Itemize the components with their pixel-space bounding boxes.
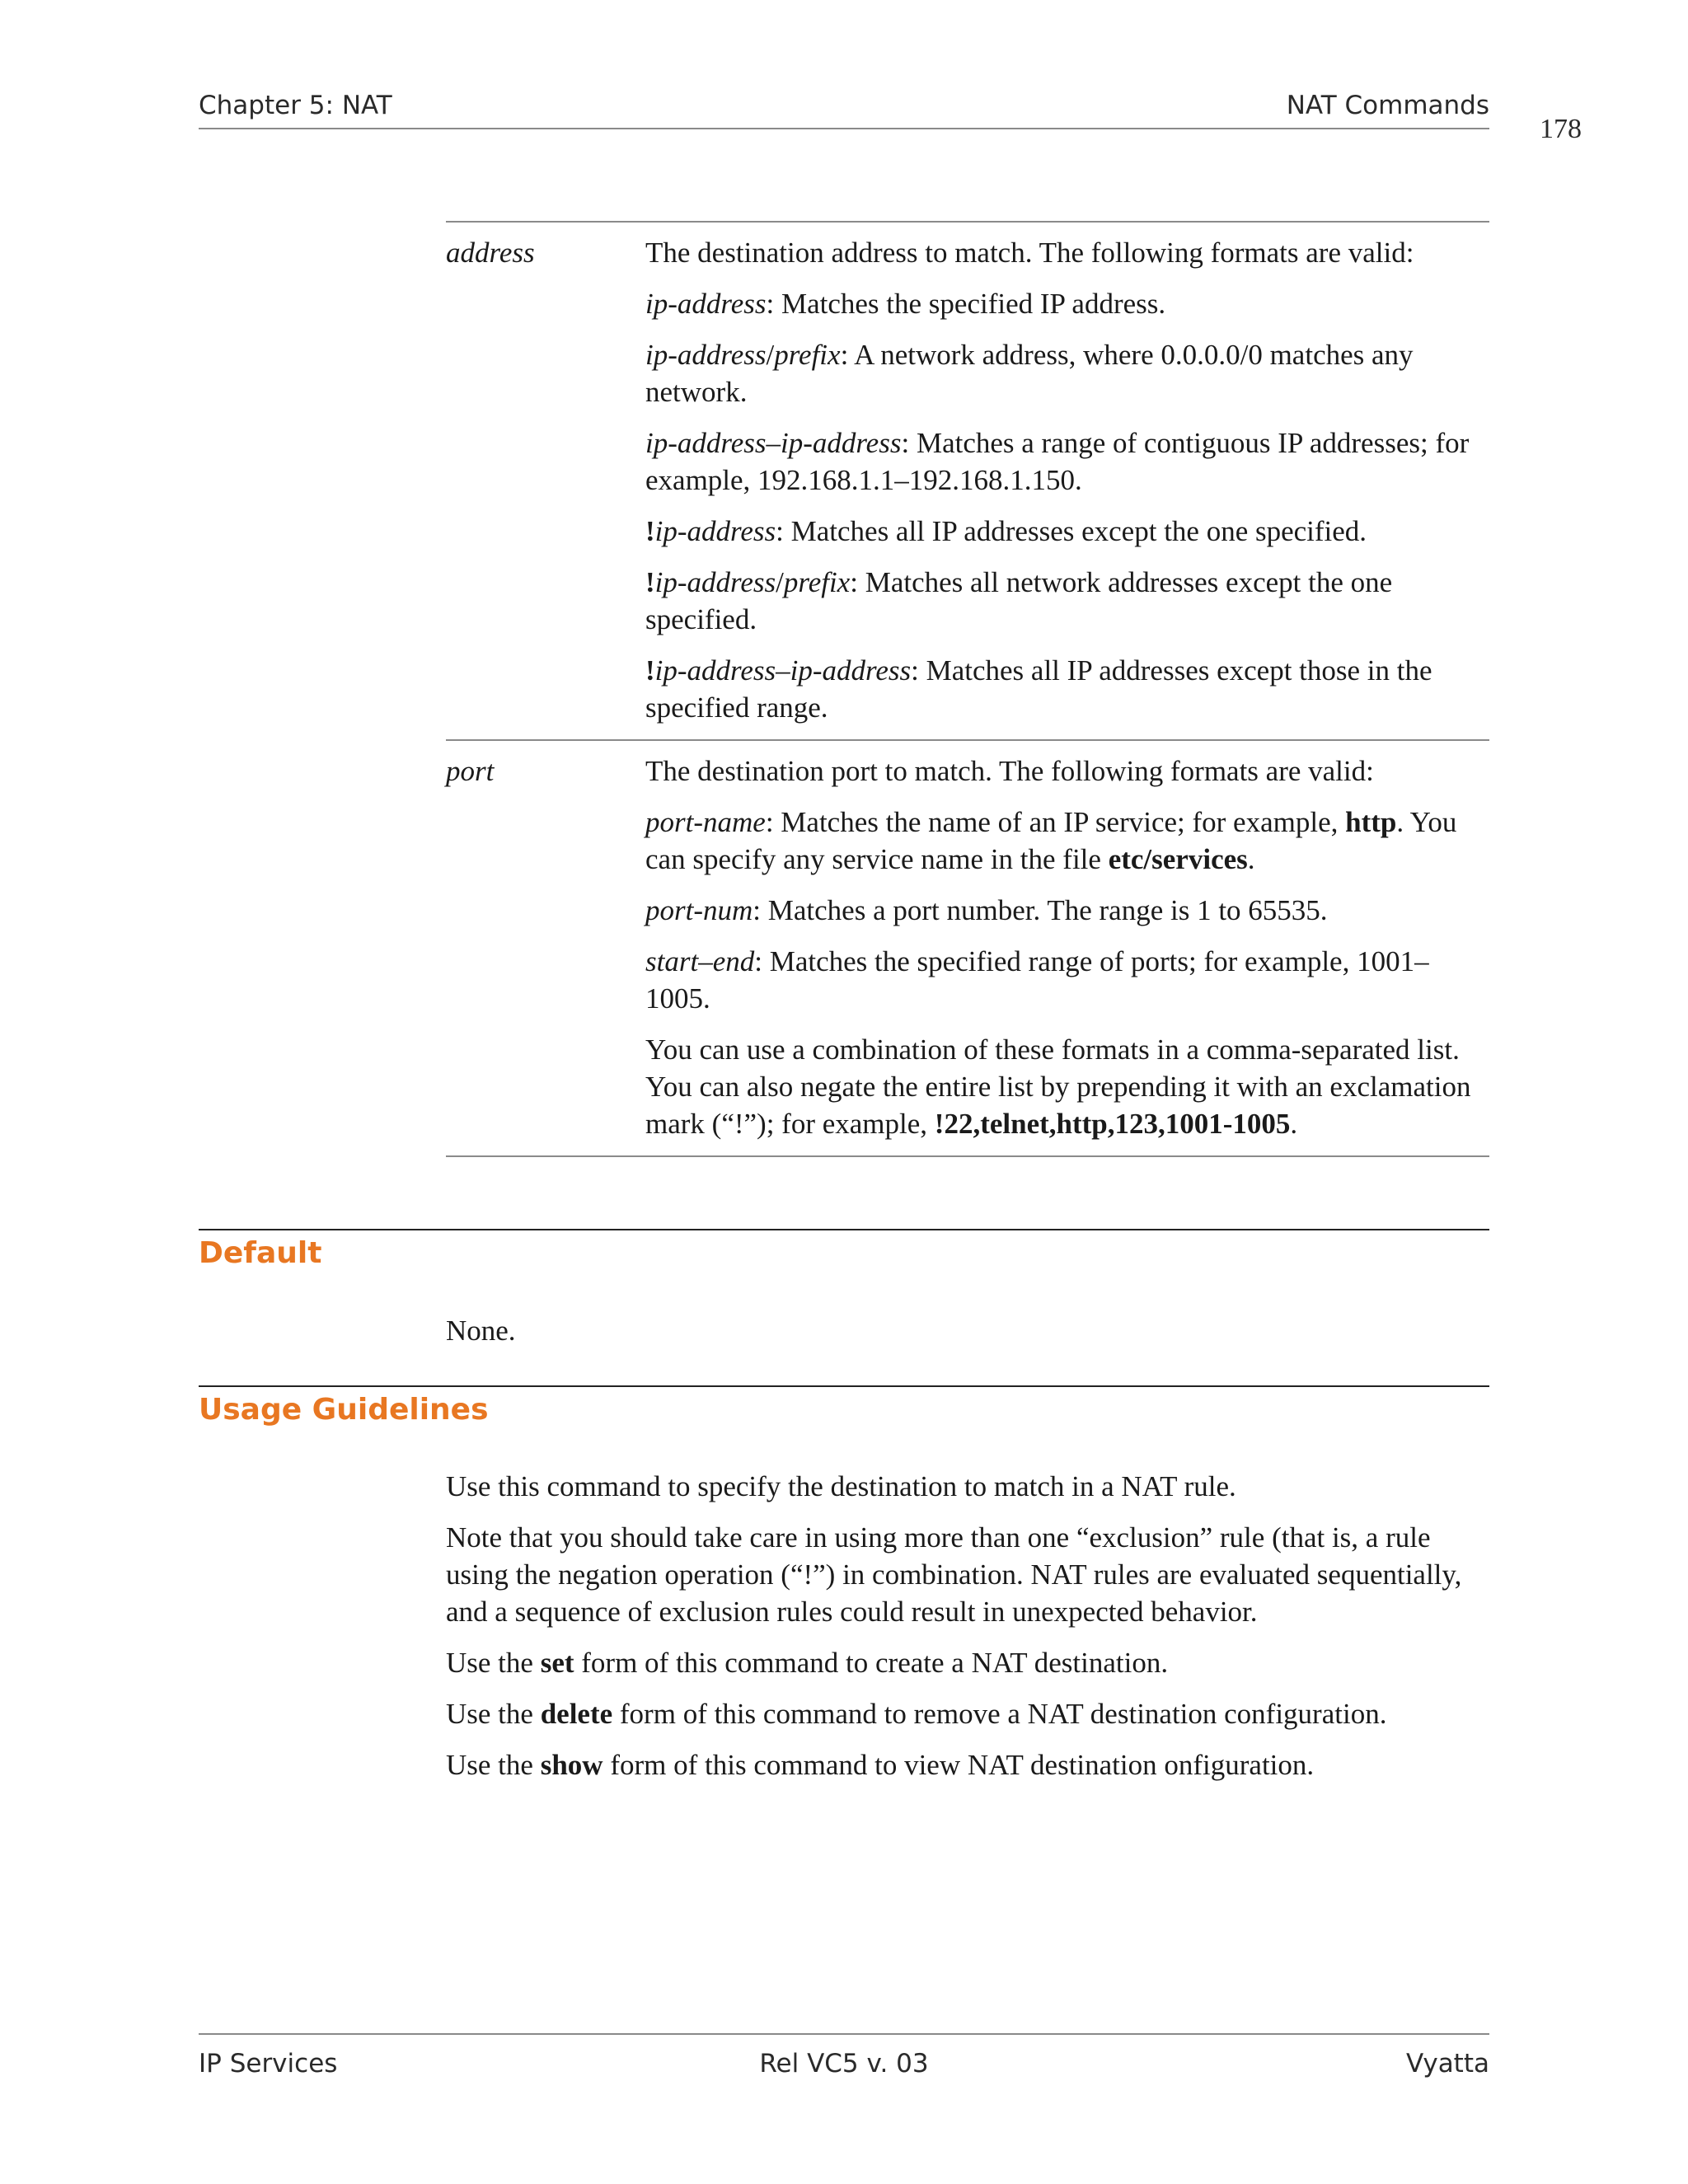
usage-paragraph: Use this command to specify the destination to match in a NAT rule. <box>446 1470 1236 1502</box>
footer-right: Vyatta <box>1405 2049 1489 2079</box>
format-item: port-num: Matches a port number. The range is 1 to 65535. <box>645 894 1328 926</box>
format-item: !ip-address: Matches all IP addresses except the one specified. <box>645 515 1367 547</box>
header-section: NAT Commands <box>1286 91 1489 120</box>
usage-paragraph: Note that you should take care in using more than one “exclusion” rule (that is, a rule using the negation operation (“!”) in combination. NAT rules are evaluated sequentially, and a sequence of exclusion rules could result in unexpected behavior. <box>446 1521 1462 1628</box>
param-intro: The destination port to match. The following formats are valid: <box>645 755 1374 787</box>
format-item: ip-address–ip-address: Matches a range of contiguous IP addresses; for example, 192.168.1.1–192.168.1.150. <box>645 427 1470 496</box>
format-item: start–end: Matches the specified range of ports; for example, 1001–1005. <box>645 945 1429 1015</box>
section-title-usage: Usage Guidelines <box>199 1393 489 1427</box>
usage-paragraph: Use the set form of this command to create a NAT destination. <box>446 1647 1169 1679</box>
param-description <box>645 234 1489 726</box>
combination-note: You can use a combination of these formats in a comma-separated list. You can also negate the entire list by prepending it with an exclamation mark (“!”); for example, !22,telnet,http,123,1001-1005. <box>645 1033 1471 1140</box>
format-item: !ip-address/prefix: Matches all network addresses except the one specified. <box>645 566 1393 635</box>
usage-paragraph: Use the show form of this command to view NAT destination onfiguration. <box>446 1749 1315 1781</box>
section-divider <box>199 1229 1489 1230</box>
param-name: port <box>446 755 495 787</box>
param-description <box>645 752 1489 1142</box>
section-divider <box>199 1385 1489 1387</box>
usage-paragraph: Use the delete form of this command to remove a NAT destination configuration. <box>446 1698 1387 1730</box>
footer-center: Rel VC5 v. 03 <box>759 2049 929 2079</box>
page-number: 178 <box>1540 114 1582 144</box>
param-row-port <box>446 739 1489 1157</box>
header-chapter: Chapter 5: NAT <box>199 91 392 120</box>
format-item: ip-address: Matches the specified IP address. <box>645 288 1166 320</box>
default-body <box>446 1312 1489 1363</box>
section-title-default: Default <box>199 1236 322 1270</box>
footer-left: IP Services <box>199 2049 338 2079</box>
header-divider <box>199 128 1489 129</box>
default-text: None. <box>446 1315 516 1347</box>
param-row-address <box>446 221 1489 739</box>
param-name: address <box>446 237 535 269</box>
format-item: !ip-address–ip-address: Matches all IP addresses except those in the specified range. <box>645 654 1432 724</box>
param-intro: The destination address to match. The following formats are valid: <box>645 237 1414 269</box>
usage-body <box>446 1468 1489 1797</box>
footer-divider <box>199 2033 1489 2035</box>
format-item: ip-address/prefix: A network address, where 0.0.0.0/0 matches any network. <box>645 339 1414 408</box>
format-item: port-name: Matches the name of an IP service; for example, http. You can specify any service name in the file etc/services. <box>645 806 1457 875</box>
parameter-table <box>446 221 1489 1157</box>
